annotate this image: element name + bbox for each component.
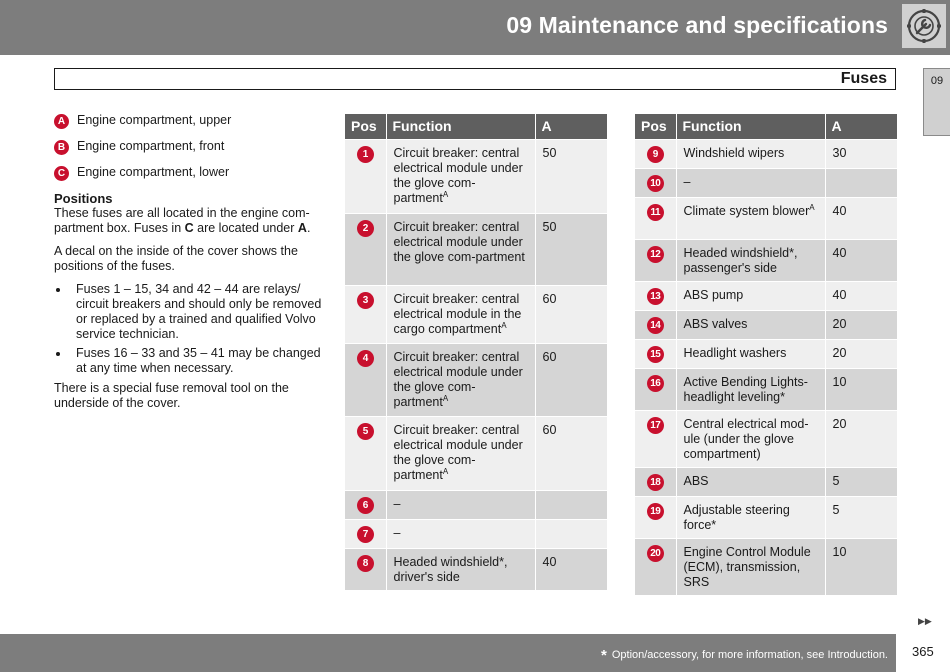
cell-amp: 20: [825, 410, 897, 467]
function-text: ABS: [683, 473, 709, 488]
fuse-number-badge: 17: [647, 417, 664, 434]
fuse-number-badge: 1: [357, 146, 374, 163]
table-row: [345, 416, 607, 490]
function-text: ABS valves: [683, 316, 748, 331]
location-text: Engine compartment, lower: [77, 165, 230, 179]
location-badge-b: B: [54, 140, 69, 155]
location-badge-c: C: [54, 166, 69, 181]
cell-amp: 10: [825, 368, 897, 410]
chapter-icon-box: [902, 4, 946, 48]
cell-function: [676, 368, 825, 410]
location-badge-a: A: [54, 114, 69, 129]
cell-function: [676, 168, 825, 197]
location-item: [54, 139, 322, 154]
fuse-number-badge: 20: [647, 545, 664, 562]
fuse-number-badge: 13: [647, 288, 664, 305]
cell-function: [676, 197, 825, 239]
cell-function: [676, 496, 825, 538]
fuse-number-badge: 18: [647, 474, 664, 491]
footnote-superscript: A: [442, 189, 449, 199]
cell-amp: 60: [535, 343, 607, 416]
fuse-number-badge: 5: [357, 423, 374, 440]
section-title: Fuses: [840, 70, 887, 87]
function-text: Windshield wipers: [683, 145, 785, 160]
section-title-bar: [54, 68, 896, 90]
footer-note: [601, 647, 888, 664]
fuse-number-badge: 12: [647, 246, 664, 263]
page-footer: [0, 634, 896, 672]
cell-function: [676, 139, 825, 168]
fuse-number-badge: 6: [357, 497, 374, 514]
cell-pos: [345, 343, 386, 416]
col-header-amp: A: [825, 114, 897, 139]
chapter-tab[interactable]: 09: [923, 68, 950, 136]
table-row: [635, 339, 897, 368]
table-row: [635, 310, 897, 339]
para-text: are located under: [193, 221, 298, 235]
col-header-pos: Pos: [345, 114, 386, 139]
cell-amp: 50: [535, 139, 607, 213]
para-bold-a: A: [297, 221, 307, 235]
cell-function: [676, 281, 825, 310]
function-text: Climate system blower: [683, 203, 810, 218]
cell-function: [676, 310, 825, 339]
cell-pos: [345, 519, 386, 548]
table-row: [635, 467, 897, 496]
cell-pos: [635, 310, 676, 339]
fuse-number-badge: 7: [357, 526, 374, 543]
chapter-title: 09 Maintenance and specifications: [506, 12, 888, 38]
fuse-number-badge: 16: [647, 375, 664, 392]
cell-pos: [635, 410, 676, 467]
function-text: ABS pump: [683, 287, 744, 302]
table-header-row: [345, 114, 607, 139]
cell-pos: [635, 139, 676, 168]
table-row: [345, 213, 607, 285]
wrench-gear-icon: [906, 8, 942, 44]
fuse-table-left: [345, 114, 607, 590]
cell-pos: [635, 467, 676, 496]
cell-function: [676, 239, 825, 281]
cell-amp: [535, 519, 607, 548]
function-text: Headlight washers: [683, 345, 787, 360]
function-text: –: [393, 496, 401, 511]
location-text: Engine compartment, front: [77, 139, 225, 153]
cell-amp: 60: [535, 285, 607, 343]
cell-amp: 40: [825, 239, 897, 281]
cell-function: [386, 519, 535, 548]
col-header-function: Function: [676, 114, 825, 139]
positions-heading: Positions: [54, 191, 113, 206]
table-row: [635, 281, 897, 310]
fuse-number-badge: 3: [357, 292, 374, 309]
fuse-number-badge: 8: [357, 555, 374, 572]
list-item: Fuses 1 – 15, 34 and 42 – 44 are relays/ circuit breakers and should only be removed or replaced by a trained and qualified Volvo service technician.: [54, 282, 322, 342]
cell-amp: 40: [825, 281, 897, 310]
fuse-number-badge: 4: [357, 350, 374, 367]
fuse-number-badge: 19: [647, 503, 664, 520]
cell-function: [386, 490, 535, 519]
function-text: Circuit breaker: central electrical module in the cargo compartment: [393, 291, 522, 336]
cell-pos: [345, 490, 386, 519]
cell-amp: 50: [535, 213, 607, 285]
positions-paragraph: [54, 206, 322, 236]
cell-pos: [635, 368, 676, 410]
tool-paragraph: There is a special fuse removal tool on the underside of the cover.: [54, 381, 289, 410]
fuse-table-right: [635, 114, 897, 595]
cell-function: [386, 285, 535, 343]
function-text: Engine Control Module (ECM), transmission, SRS: [683, 544, 811, 589]
footnote-superscript: A: [809, 202, 815, 212]
para-text: .: [306, 221, 311, 235]
table-row: [635, 239, 897, 281]
cell-amp: 60: [535, 416, 607, 490]
table-row: [635, 410, 897, 467]
cell-function: [386, 548, 535, 590]
cell-pos: [635, 281, 676, 310]
fuse-number-badge: 14: [647, 317, 664, 334]
function-text: Active Bending Lights-headlight leveling*: [683, 374, 808, 404]
fuse-rules-list: [54, 282, 322, 376]
function-text: Circuit breaker: central electrical module under the glove com-partment: [393, 349, 523, 409]
cell-function: [386, 343, 535, 416]
table-header-row: [635, 114, 897, 139]
footnote-star: *: [600, 647, 607, 664]
cell-function: [676, 467, 825, 496]
function-text: Headed windshield*, driver's side: [393, 554, 508, 584]
function-text: Adjustable steering force*: [683, 502, 790, 532]
location-text: Engine compartment, upper: [77, 113, 232, 127]
cell-amp: [535, 490, 607, 519]
footnote-superscript: A: [442, 393, 449, 403]
cell-pos: [635, 339, 676, 368]
col-header-pos: Pos: [635, 114, 676, 139]
cell-function: [386, 139, 535, 213]
function-text: –: [393, 525, 401, 540]
page-number: 365: [912, 644, 934, 659]
table-row: [345, 139, 607, 213]
cell-function: [386, 416, 535, 490]
page-header: [0, 0, 950, 55]
table-row: [345, 490, 607, 519]
cell-function: [386, 213, 535, 285]
table-row: [345, 548, 607, 590]
cell-pos: [635, 168, 676, 197]
footnote-superscript: A: [501, 320, 507, 330]
location-item: [54, 165, 322, 180]
fuse-number-badge: 9: [647, 146, 664, 163]
table-row: [345, 285, 607, 343]
cell-pos: [635, 239, 676, 281]
table-row: [635, 197, 897, 239]
para-text: These fuses are all located in the engine com-partment box. Fuses in: [54, 206, 310, 235]
fuse-number-badge: 15: [647, 346, 664, 363]
fuse-number-badge: 11: [647, 204, 664, 221]
function-text: Circuit breaker: central electrical module under the glove com-partment: [393, 422, 523, 482]
col-header-function: Function: [386, 114, 535, 139]
double-chevron-right-icon[interactable]: ▶▶: [918, 616, 932, 626]
cell-amp: 10: [825, 538, 897, 595]
fuse-number-badge: 10: [647, 175, 664, 192]
cell-amp: 30: [825, 139, 897, 168]
fuse-number-badge: 2: [357, 220, 374, 237]
cell-pos: [635, 538, 676, 595]
cell-function: [676, 339, 825, 368]
footnote-text: Option/accessory, for more information, see Introduction.: [611, 649, 888, 661]
para-bold-c: C: [184, 221, 194, 235]
cell-amp: 5: [825, 496, 897, 538]
table-row: [345, 343, 607, 416]
cell-amp: [825, 168, 897, 197]
function-text: Central electrical mod-ule (under the glove compartment): [683, 416, 809, 461]
cell-pos: [345, 548, 386, 590]
table-row: [635, 496, 897, 538]
cell-pos: [345, 213, 386, 285]
cell-pos: [635, 197, 676, 239]
function-text: Circuit breaker: central electrical module under the glove com-partment: [393, 219, 525, 264]
table-row: [345, 519, 607, 548]
cell-amp: 40: [825, 197, 897, 239]
cell-pos: [635, 496, 676, 538]
function-text: Headed windshield*, passenger's side: [683, 245, 798, 275]
function-text: –: [683, 174, 691, 189]
location-item: [54, 113, 322, 128]
fuse-location-description: [54, 113, 322, 419]
cell-pos: [345, 416, 386, 490]
cell-pos: [345, 285, 386, 343]
table-row: [635, 538, 897, 595]
table-row: [635, 368, 897, 410]
list-item: Fuses 16 – 33 and 35 – 41 may be changed at any time when necessary.: [54, 346, 322, 376]
col-header-amp: A: [535, 114, 607, 139]
cell-amp: 20: [825, 339, 897, 368]
table-row: [635, 139, 897, 168]
function-text: Circuit breaker: central electrical module under the glove com-partment: [393, 145, 523, 205]
cell-function: [676, 538, 825, 595]
cell-pos: [345, 139, 386, 213]
cell-amp: 40: [535, 548, 607, 590]
cell-amp: 20: [825, 310, 897, 339]
footnote-superscript: A: [442, 466, 449, 476]
table-row: [635, 168, 897, 197]
cell-function: [676, 410, 825, 467]
decal-paragraph: A decal on the inside of the cover shows the positions of the fuses.: [54, 244, 298, 273]
cell-amp: 5: [825, 467, 897, 496]
